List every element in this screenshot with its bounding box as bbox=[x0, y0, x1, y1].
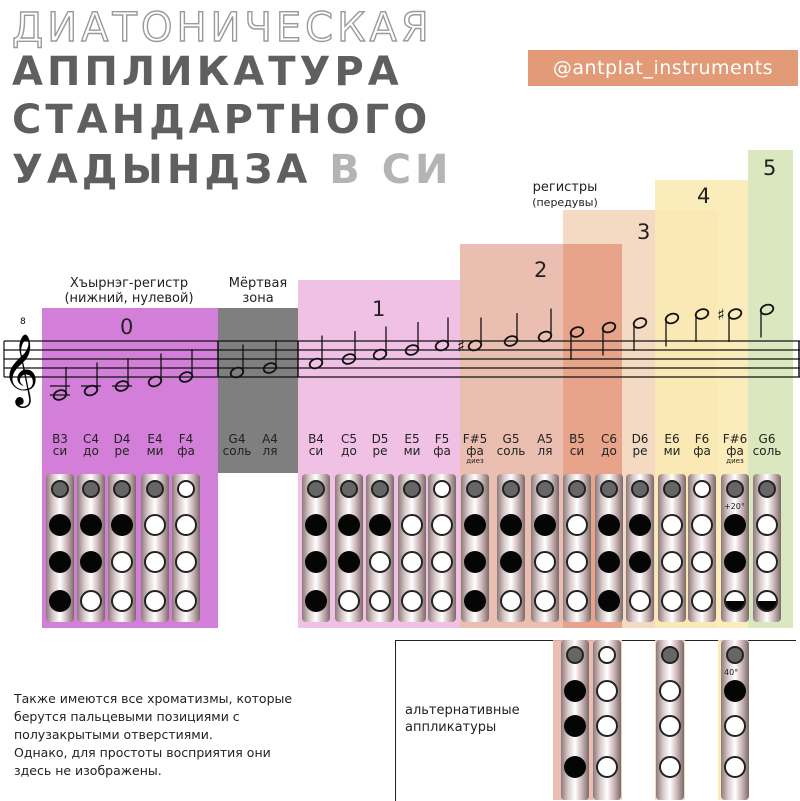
finger-hole bbox=[500, 590, 522, 612]
finger-hole bbox=[305, 514, 327, 536]
fingering-f5 bbox=[428, 474, 456, 622]
finger-hole bbox=[598, 551, 620, 573]
octave-mark: 8 bbox=[20, 317, 26, 327]
svg-text:♯: ♯ bbox=[717, 305, 725, 324]
low-register-label: Хъырнэг-регистр (нижний, нулевой) bbox=[64, 276, 194, 306]
note-label-e4: E4 ми bbox=[146, 432, 164, 458]
finger-hole bbox=[464, 590, 486, 612]
thumb-hole bbox=[536, 480, 554, 498]
note-label-f4: F4 фа bbox=[177, 432, 195, 458]
note-label-c4: C4 до bbox=[82, 432, 99, 458]
note-label-e5: E5 ми bbox=[403, 432, 421, 458]
finger-hole bbox=[401, 514, 423, 536]
staff-note-g5 bbox=[503, 313, 518, 348]
fingering-c5 bbox=[335, 474, 363, 622]
registers-label: регистры (передувы) bbox=[532, 180, 598, 209]
thumb-hole bbox=[661, 646, 679, 664]
thumb-hole bbox=[693, 480, 711, 498]
staff-note-fs6 bbox=[717, 305, 743, 342]
finger-hole bbox=[175, 551, 197, 573]
thumb-hole bbox=[758, 480, 776, 498]
finger-hole bbox=[175, 590, 197, 612]
thumb-hole bbox=[631, 480, 649, 498]
music-staff bbox=[0, 300, 800, 430]
finger-hole bbox=[661, 590, 683, 612]
fingering-a5 bbox=[531, 474, 559, 622]
note-label-a5: A5 ля bbox=[537, 432, 553, 458]
finger-hole bbox=[175, 514, 197, 536]
register-number-5: 5 bbox=[763, 156, 777, 180]
alt-fingering-3 bbox=[656, 640, 684, 800]
finger-hole bbox=[431, 551, 453, 573]
notes-layer bbox=[50, 303, 775, 402]
staff-note-f4 bbox=[178, 349, 193, 384]
staff-note-a4 bbox=[262, 340, 277, 375]
finger-hole bbox=[369, 590, 391, 612]
register-number-4: 4 bbox=[697, 184, 711, 208]
fingering-d6 bbox=[626, 474, 654, 622]
note-label-d6: D6 ре bbox=[631, 432, 649, 458]
finger-hole bbox=[566, 590, 588, 612]
finger-hole bbox=[144, 590, 166, 612]
finger-hole bbox=[661, 551, 683, 573]
thumb-hole bbox=[568, 480, 586, 498]
finger-hole bbox=[464, 551, 486, 573]
finger-hole bbox=[659, 715, 681, 737]
finger-hole bbox=[401, 590, 423, 612]
fingering-f4 bbox=[172, 474, 200, 622]
thumb-hole bbox=[340, 480, 358, 498]
title-line-4-main: УАДЫНДЗА bbox=[12, 147, 312, 193]
finger-hole bbox=[691, 551, 713, 573]
title-line-3: СТАНДАРТНОГО bbox=[12, 97, 432, 143]
finger-hole bbox=[305, 551, 327, 573]
finger-hole bbox=[534, 514, 556, 536]
finger-hole bbox=[564, 715, 586, 737]
finger-hole bbox=[756, 590, 778, 612]
note-label-g6: G6 соль bbox=[752, 432, 782, 458]
note-label-fs6: F#6 фа диез bbox=[722, 432, 748, 465]
finger-hole bbox=[596, 756, 618, 778]
fingering-c6 bbox=[595, 474, 623, 622]
thumb-hole bbox=[502, 480, 520, 498]
note-label-g4: G4 соль bbox=[222, 432, 252, 458]
finger-hole bbox=[80, 551, 102, 573]
fingering-d5 bbox=[366, 474, 394, 622]
dead-zone-label: Мёртвая зона bbox=[228, 276, 288, 306]
finger-hole bbox=[596, 680, 618, 702]
note-label-e6: E6 ми bbox=[663, 432, 681, 458]
finger-hole bbox=[659, 680, 681, 702]
finger-hole bbox=[369, 514, 391, 536]
finger-hole bbox=[49, 590, 71, 612]
thumb-hole bbox=[146, 480, 164, 498]
finger-hole bbox=[566, 551, 588, 573]
register-number-3: 3 bbox=[637, 220, 651, 244]
finger-hole bbox=[724, 756, 746, 778]
finger-hole bbox=[691, 590, 713, 612]
finger-hole bbox=[661, 514, 683, 536]
thumb-hole bbox=[566, 646, 584, 664]
fingering-fs6: +20° bbox=[721, 474, 749, 622]
finger-hole bbox=[564, 680, 586, 702]
finger-hole bbox=[629, 590, 651, 612]
finger-hole bbox=[144, 551, 166, 573]
note-label-g5: G5 соль bbox=[496, 432, 526, 458]
fingering-d4 bbox=[108, 474, 136, 622]
svg-text:♯: ♯ bbox=[457, 336, 465, 356]
staff-note-d5 bbox=[372, 327, 387, 362]
fingering-b5 bbox=[563, 474, 591, 622]
staff-note-g6 bbox=[759, 303, 774, 338]
note-label-d5: D5 ре bbox=[371, 432, 389, 458]
title-line-2: АППЛИКАТУРА bbox=[12, 49, 403, 95]
thumb-hole bbox=[726, 480, 744, 498]
title-line-1: ДИАТОНИЧЕСКАЯ bbox=[12, 5, 433, 51]
staff-note-a5 bbox=[537, 309, 552, 344]
finger-hole bbox=[305, 590, 327, 612]
finger-hole bbox=[500, 514, 522, 536]
finger-hole bbox=[49, 514, 71, 536]
alt-fingering-4: 40° bbox=[721, 640, 749, 800]
finger-hole bbox=[598, 514, 620, 536]
thumb-hole bbox=[51, 480, 69, 498]
finger-hole bbox=[49, 551, 71, 573]
finger-hole bbox=[756, 551, 778, 573]
alt-fingerings-label: альтернативные аппликатуры bbox=[405, 703, 520, 735]
note-label-b3: B3 си bbox=[52, 432, 68, 458]
finger-hole bbox=[598, 590, 620, 612]
finger-hole bbox=[566, 514, 588, 536]
staff-note-d6 bbox=[632, 316, 647, 351]
note-label-c6: C6 до bbox=[600, 432, 617, 458]
register-number-1: 1 bbox=[372, 297, 386, 321]
thumb-hole bbox=[433, 480, 451, 498]
fingering-e5 bbox=[398, 474, 426, 622]
fingering-g6 bbox=[753, 474, 781, 622]
thumb-hole bbox=[600, 480, 618, 498]
finger-hole bbox=[338, 514, 360, 536]
note-label-f5: F5 фа bbox=[433, 432, 451, 458]
finger-hole bbox=[629, 514, 651, 536]
treble-clef: 𝄞 bbox=[2, 332, 39, 405]
alt-fingering-2 bbox=[593, 640, 621, 800]
finger-hole bbox=[756, 514, 778, 536]
finger-hole bbox=[111, 590, 133, 612]
finger-hole bbox=[534, 551, 556, 573]
thumb-hole bbox=[726, 646, 744, 664]
finger-hole bbox=[659, 756, 681, 778]
staff-lines bbox=[4, 341, 800, 377]
finger-hole bbox=[369, 551, 391, 573]
thumb-hole bbox=[663, 480, 681, 498]
register-number-2: 2 bbox=[534, 258, 548, 282]
note-label-b5: B5 си bbox=[569, 432, 585, 458]
finger-hole bbox=[629, 551, 651, 573]
thumb-hole bbox=[598, 646, 616, 664]
thumb-hole bbox=[177, 480, 195, 498]
finger-hole bbox=[80, 514, 102, 536]
staff-note-c5 bbox=[341, 331, 356, 366]
fingering-g5 bbox=[497, 474, 525, 622]
finger-hole bbox=[80, 590, 102, 612]
thumb-hole bbox=[82, 480, 100, 498]
title-key: В СИ bbox=[329, 147, 453, 193]
staff-note-e5 bbox=[404, 322, 419, 357]
fingering-f6 bbox=[688, 474, 716, 622]
fingering-e4 bbox=[141, 474, 169, 622]
staff-note-b5 bbox=[569, 325, 584, 360]
fingering-b4 bbox=[302, 474, 330, 622]
finger-hole bbox=[111, 514, 133, 536]
finger-hole bbox=[724, 551, 746, 573]
finger-hole bbox=[431, 590, 453, 612]
thumb-hole bbox=[371, 480, 389, 498]
thumb-hole bbox=[307, 480, 325, 498]
finger-hole bbox=[144, 514, 166, 536]
staff-note-b3 bbox=[50, 367, 70, 402]
finger-hole bbox=[596, 715, 618, 737]
finger-hole bbox=[724, 514, 746, 536]
finger-hole bbox=[401, 551, 423, 573]
fingering-b3 bbox=[46, 474, 74, 622]
chromatics-note: Также имеются все хроматизмы, которые берутся пальцевыми позициями с полузакрытыми отверстиями. Однако, для простоты восприятия они здесь не изображены. bbox=[14, 691, 293, 778]
fingering-e6 bbox=[658, 474, 686, 622]
note-label-c5: C5 до bbox=[340, 432, 357, 458]
note-label-fs5: F#5 фа диез bbox=[462, 432, 488, 465]
finger-hole bbox=[724, 715, 746, 737]
author-tag[interactable]: @antplat_instruments bbox=[528, 50, 798, 86]
note-label-d4: D4 ре bbox=[113, 432, 131, 458]
finger-hole bbox=[431, 514, 453, 536]
finger-hole bbox=[111, 551, 133, 573]
staff-note-d4 bbox=[112, 358, 132, 393]
finger-hole bbox=[564, 756, 586, 778]
finger-hole bbox=[724, 590, 746, 612]
register-number-0: 0 bbox=[120, 315, 134, 339]
staff-note-f5 bbox=[434, 318, 449, 353]
staff-note-f6 bbox=[694, 307, 709, 342]
finger-hole bbox=[534, 590, 556, 612]
thumb-hole bbox=[466, 480, 484, 498]
finger-hole bbox=[691, 514, 713, 536]
thumb-hole bbox=[113, 480, 131, 498]
finger-hole bbox=[464, 514, 486, 536]
fingering-c4 bbox=[77, 474, 105, 622]
finger-hole bbox=[338, 590, 360, 612]
note-label-b4: B4 си bbox=[308, 432, 324, 458]
note-label-a4: A4 ля bbox=[262, 432, 278, 458]
note-label-f6: F6 фа bbox=[693, 432, 711, 458]
thumb-hole bbox=[403, 480, 421, 498]
alt-fingering-1 bbox=[561, 640, 589, 800]
finger-hole bbox=[500, 551, 522, 573]
finger-hole bbox=[724, 680, 746, 702]
title-line-4 bbox=[12, 147, 453, 193]
finger-hole bbox=[338, 551, 360, 573]
fingering-fs5 bbox=[461, 474, 489, 622]
